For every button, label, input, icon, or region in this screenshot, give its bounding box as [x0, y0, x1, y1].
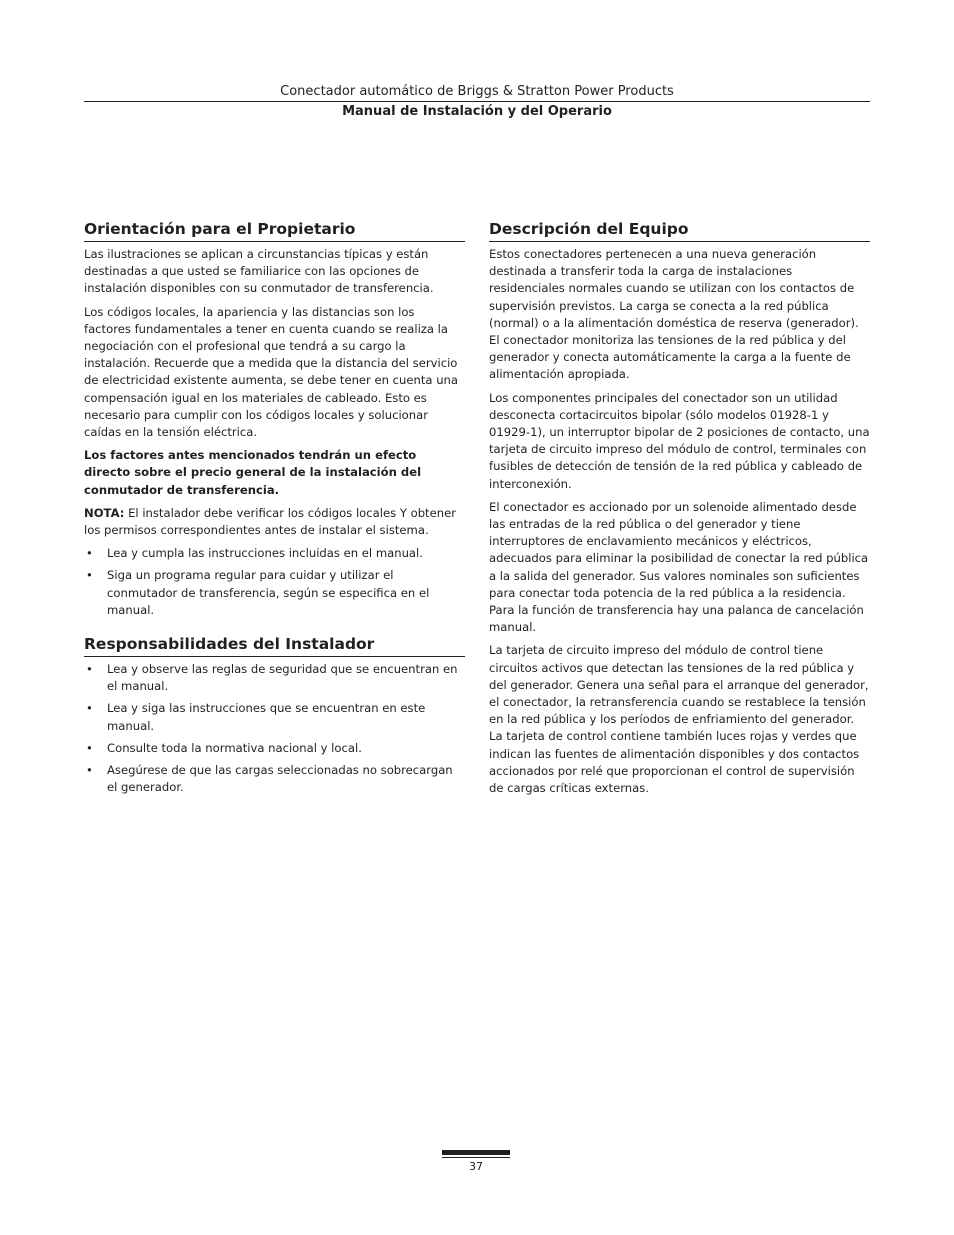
equipment-paragraph-4: La tarjeta de circuito impreso del módulo de control tiene circuitos activos que detectan las tensiones de la red pública y del generador. Genera una señal para el arranque del generador, el conectador, la retransferencia cuando se restablece la tensión en la red pública y los períodos de enfriamiento del generador. La tarjeta de control contiene también luces rojas y verdes que indican las fuentes de alimentación disponibles y dos contactos accionados por relé que proporcionan el control de supervisión de cargas críticas externas.	[489, 643, 869, 796]
owner-paragraph-1: Las ilustraciones se aplican a circunstancias típicas y están destinadas a que usted se familiarice con las opciones de instalación disponibles con su conmutador de transferencia.	[84, 247, 434, 296]
bullet-icon: •	[86, 568, 93, 583]
owner-paragraph-2: Los códigos locales, la apariencia y las distancias son los factores fundamentales a tener en cuenta cuando se realiza la negociación con el profesional que tendrá a su cargo la instalación. Recuerde que a medida que la distancia del servicio de electricidad existente aumenta, se debe tener en cuenta una compensación igual en los materiales de cableado. Esto es necesario para cumplir con los códigos locales y solucionar caídas en la tensión eléctrica.	[84, 304, 459, 440]
bullet-icon: •	[86, 662, 93, 677]
equipment-paragraph-2: Los componentes principales del conectador son un utilidad desconecta cortacircuitos bipolar (sólo modelos 01928-1 y 01929-1), un interruptor bipolar de 2 posiciones de contacto, una tarjeta de circuito impreso del módulo de control, terminales con fusibles de detección de tensión de la red pública y cableado de interconexión.	[489, 390, 870, 491]
bullet-icon: •	[86, 546, 93, 561]
list-item: • Asegúrese de que las cargas seleccionadas no sobrecargan el generador.	[86, 763, 453, 795]
list-item: • Consulte toda la normativa nacional y local.	[84, 740, 465, 757]
equipment-description-heading: Descripción del Equipo	[489, 219, 870, 242]
list-item: • Siga un programa regular para cuidar y utilizar el conmutador de transferencia, según se especifica en el manual.	[86, 568, 430, 617]
list-item: • Lea y observe las reglas de seguridad que se encuentran en el manual.	[86, 662, 458, 694]
note-text: El instalador debe verificar los códigos locales Y obtener los permisos correspondientes antes de instalar el sistema.	[84, 505, 456, 538]
installer-responsibilities-heading: Responsabilidades del Instalador	[84, 634, 465, 657]
bullet-icon: •	[86, 740, 93, 755]
bullet-icon: •	[86, 701, 93, 716]
left-column	[84, 219, 465, 802]
owner-note	[84, 505, 465, 539]
list-item: • Lea y siga las instrucciones que se encuentran en este manual.	[86, 701, 426, 733]
owner-bullet-list	[84, 545, 465, 619]
header-divider	[84, 101, 870, 102]
owner-orientation-heading: Orientación para el Propietario	[84, 219, 465, 242]
document-header-title: Conectador automático de Briggs & Stratton Power Products	[280, 84, 674, 99]
document-header-subtitle: Manual de Instalación y del Operario	[342, 104, 612, 119]
bullet-icon: •	[86, 763, 93, 778]
note-label: NOTA:	[84, 505, 125, 520]
installer-bullet-list	[84, 661, 465, 796]
footer-bar	[442, 1150, 510, 1155]
right-column	[489, 219, 870, 803]
page-number: 37	[469, 1160, 483, 1173]
equipment-paragraph-3: El conectador es accionado por un solenoide alimentado desde las entradas de la red pública o del generador y tiene interruptores de enclavamiento mecánicos y eléctricos, adecuados para eliminar la posibilidad de conectar la red pública a la salida del generador. Sus valores nominales son suficientes para conectar toda potencia de la red pública a la residencia. Para la función de transferencia hay una palanca de cancelación manual.	[489, 499, 869, 635]
owner-paragraph-bold: Los factores antes mencionados tendrán un efecto directo sobre el precio general de la instalación del conmutador de transferencia.	[84, 448, 422, 497]
footer-divider	[442, 1157, 510, 1158]
equipment-paragraph-1: Estos conectadores pertenecen a una nueva generación destinada a transferir toda la carga de instalaciones residenciales normales cuando se utilizan con los contactos de supervisión previstos. La carga se conecta a la red pública (normal) o a la alimentación doméstica de reserva (generador). El conectador monitoriza las tensiones de la red pública y del generador y conecta automáticamente la carga a la fuente de alimentación apropiada.	[489, 247, 859, 382]
list-item: • Lea y cumpla las instrucciones incluidas en el manual.	[84, 545, 465, 562]
